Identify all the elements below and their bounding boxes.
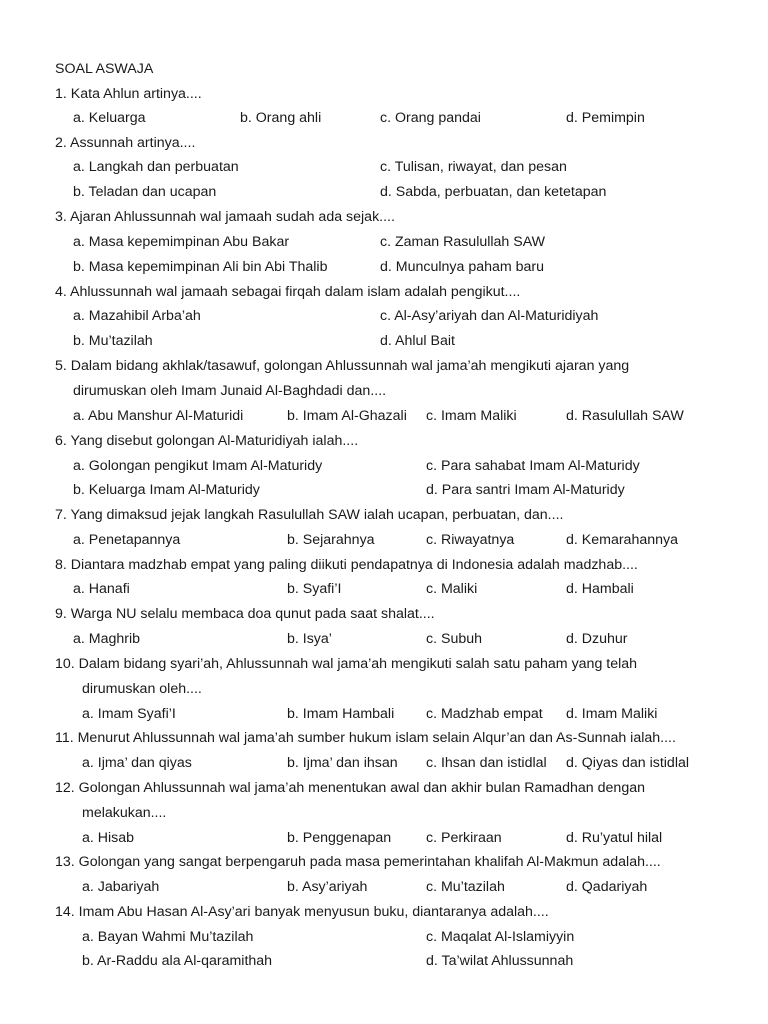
- option: c. Orang pandai: [380, 110, 481, 126]
- question-9: 9. Warga NU selalu membaca doa qunut pada saat shalat....: [55, 606, 435, 622]
- option: b. Isya’: [287, 631, 332, 647]
- option: a. Hisab: [82, 830, 135, 846]
- option: a. Ijma’ dan qiyas: [82, 755, 192, 771]
- question-8: 8. Diantara madzhab empat yang paling diikuti pendapatnya di Indonesia adalah madzhab....: [55, 557, 638, 573]
- option: a. Penetapannya: [73, 532, 181, 548]
- option: b. Keluarga Imam Al-Maturidy: [73, 482, 260, 498]
- question-5: 5. Dalam bidang akhlak/tasawuf, golongan Ahlussunnah wal jama’ah mengikuti ajaran yang: [55, 358, 630, 374]
- option: a. Maghrib: [73, 631, 141, 647]
- option: a. Langkah dan perbuatan: [73, 159, 239, 175]
- question-12: 12. Golongan Ahlussunnah wal jama’ah menentukan awal dan akhir bulan Ramadhan dengan: [55, 780, 645, 796]
- option: d. Qadariyah: [566, 879, 648, 895]
- question-14: 14. Imam Abu Hasan Al-Asy’ari banyak menyusun buku, diantaranya adalah....: [55, 904, 549, 920]
- question-10-continuation: dirumuskan oleh....: [82, 681, 202, 697]
- option: d. Hambali: [566, 581, 634, 597]
- option: c. Maliki: [426, 581, 478, 597]
- question-5-continuation: dirumuskan oleh Imam Junaid Al-Baghdadi dan....: [73, 383, 387, 399]
- option: d. Imam Maliki: [566, 706, 658, 722]
- option: c. Imam Maliki: [426, 408, 517, 424]
- question-10: 10. Dalam bidang syari’ah, Ahlussunnah wal jama’ah mengikuti salah satu paham yang telah: [55, 656, 638, 672]
- option: b. Syafi’I: [287, 581, 342, 597]
- option: a. Jabariyah: [82, 879, 160, 895]
- option: d. Para santri Imam Al-Maturidy: [426, 482, 625, 498]
- option: b. Ar-Raddu ala Al-qaramithah: [82, 953, 273, 969]
- option: d. Munculnya paham baru: [380, 259, 545, 275]
- question-2: 2. Assunnah artinya....: [55, 135, 196, 151]
- option: b. Imam Al-Ghazali: [287, 408, 407, 424]
- question-12-continuation: melakukan....: [82, 805, 167, 821]
- option: a. Keluarga: [73, 110, 146, 126]
- option: c. Subuh: [426, 631, 483, 647]
- option: c. Tulisan, riwayat, dan pesan: [380, 159, 567, 175]
- option: d. Ahlul Bait: [380, 333, 455, 349]
- question-1: 1. Kata Ahlun artinya....: [55, 86, 202, 102]
- option: b. Teladan dan ucapan: [73, 184, 217, 200]
- option: b. Imam Hambali: [287, 706, 395, 722]
- option: d. Sabda, perbuatan, dan ketetapan: [380, 184, 607, 200]
- option: d. Ta’wilat Ahlussunnah: [426, 953, 574, 969]
- option: a. Mazahibil Arba’ah: [73, 308, 201, 324]
- question-13: 13. Golongan yang sangat berpengaruh pada masa pemerintahan khalifah Al-Makmun adalah....: [55, 854, 661, 870]
- option: d. Qiyas dan istidlal: [566, 755, 690, 771]
- option: c. Riwayatnya: [426, 532, 515, 548]
- option: b. Asy’ariyah: [287, 879, 368, 895]
- option: d. Dzuhur: [566, 631, 628, 647]
- option: c. Ihsan dan istidlal: [426, 755, 547, 771]
- option: b. Penggenapan: [287, 830, 392, 846]
- option: b. Sejarahnya: [287, 532, 375, 548]
- option: d. Rasulullah SAW: [566, 408, 684, 424]
- option: d. Pemimpin: [566, 110, 645, 126]
- option: d. Ru’yatul hilal: [566, 830, 663, 846]
- option: a. Golongan pengikut Imam Al-Maturidy: [73, 458, 323, 474]
- option: c. Perkiraan: [426, 830, 502, 846]
- option: c. Al-Asy’ariyah dan Al-Maturidiyah: [380, 308, 599, 324]
- question-11: 11. Menurut Ahlussunnah wal jama’ah sumber hukum islam selain Alqur’an dan As-Sunnah ialah....: [55, 730, 676, 746]
- option: c. Madzhab empat: [426, 706, 543, 722]
- option: a. Imam Syafi’I: [82, 706, 176, 722]
- question-7: 7. Yang dimaksud jejak langkah Rasulullah SAW ialah ucapan, perbuatan, dan....: [55, 507, 564, 523]
- option: b. Masa kepemimpinan Ali bin Abi Thalib: [73, 259, 328, 275]
- option: c. Maqalat Al-Islamiyyin: [426, 929, 575, 945]
- option: b. Ijma’ dan ihsan: [287, 755, 398, 771]
- question-6: 6. Yang disebut golongan Al-Maturidiyah ialah....: [55, 433, 359, 449]
- option: b. Orang ahli: [240, 110, 322, 126]
- option: a. Abu Manshur Al-Maturidi: [73, 408, 244, 424]
- question-3: 3. Ajaran Ahlussunnah wal jamaah sudah ada sejak....: [55, 209, 395, 225]
- option: a. Hanafi: [73, 581, 130, 597]
- page-title: SOAL ASWAJA: [55, 61, 154, 77]
- option: c. Mu’tazilah: [426, 879, 505, 895]
- option: c. Zaman Rasulullah SAW: [380, 234, 546, 250]
- question-4: 4. Ahlussunnah wal jamaah sebagai firqah dalam islam adalah pengikut....: [55, 284, 521, 300]
- option: a. Masa kepemimpinan Abu Bakar: [73, 234, 290, 250]
- option: b. Mu’tazilah: [73, 333, 153, 349]
- option: d. Kemarahannya: [566, 532, 678, 548]
- option: a. Bayan Wahmi Mu’tazilah: [82, 929, 254, 945]
- option: c. Para sahabat Imam Al-Maturidy: [426, 458, 640, 474]
